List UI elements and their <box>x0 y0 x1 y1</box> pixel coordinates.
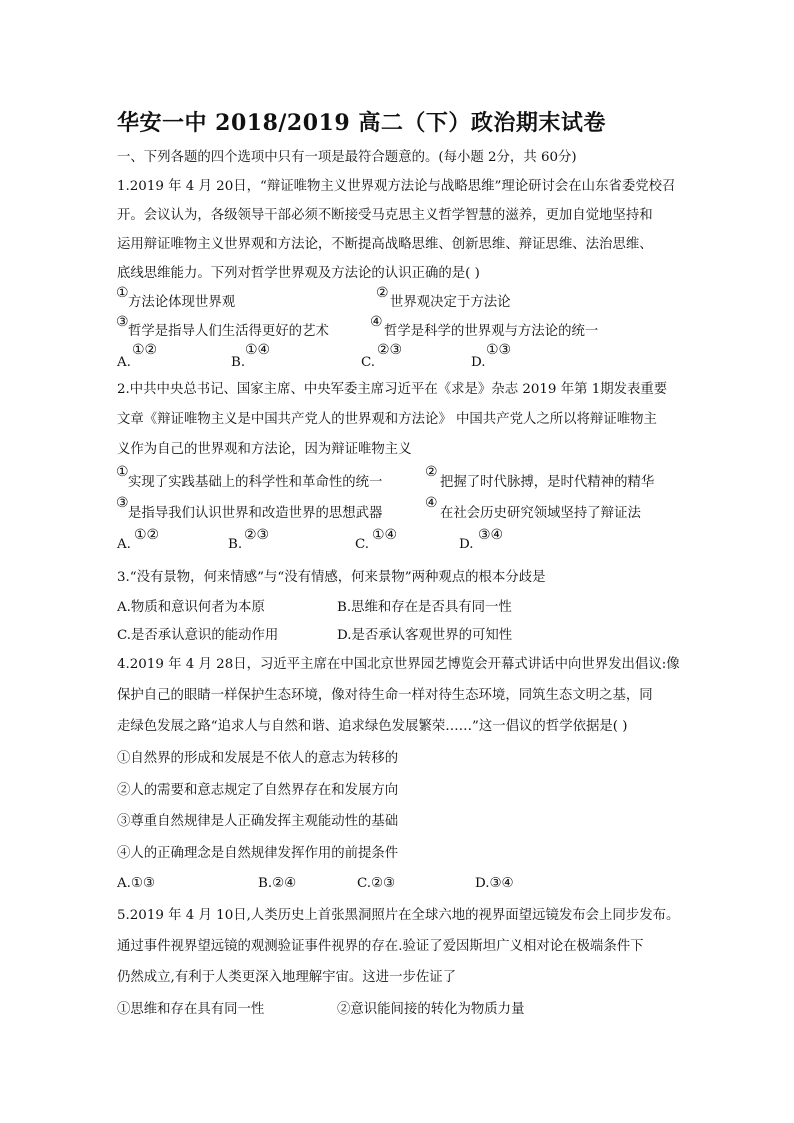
q5-option-1: ①思维和存在具有同一性 <box>117 1002 265 1017</box>
q2-option-3: 是指导我们认识世界和改造世界的思想武器 <box>128 506 383 521</box>
q2-choice-c: C. <box>355 537 370 552</box>
q1-choice-c: C. <box>361 355 376 370</box>
q1-option-2: 世界观决定于方法论 <box>390 295 511 310</box>
q2-choice-a: A. <box>117 537 131 552</box>
q2-choice-a-value: ①② <box>134 527 160 543</box>
q4-stem-line-1: 4.2019 年 4 月 28日，习近平主席在中国北京世界园艺博览会开幕式讲话中向世界发出倡议:像 <box>117 657 680 672</box>
q4-stem-line-2: 保护自己的眼睛一样保护生态环境，像对待生命一样对待生态环境，同筑生态文明之基，同 <box>117 688 653 703</box>
q1-choice-d: D. <box>471 355 486 370</box>
q5-stem-line-2: 通过事件视界望远镜的观测验证事件视界的存在.验证了爱因斯坦广义相对论在极端条件下 <box>117 939 644 954</box>
section-instruction: 一、下列各题的四个选项中只有一项是最符合题意的。(每小题 2分，共 60分) <box>117 150 577 165</box>
q2-choice-b-value: ②③ <box>244 527 270 543</box>
q2-option-2-marker: ② <box>425 464 438 480</box>
q2-choice-b: B. <box>228 537 243 552</box>
q1-choice-a: A. <box>117 355 131 370</box>
q5-option-2: ②意识能间接的转化为物质力量 <box>337 1002 525 1017</box>
q3-stem: 3.“没有景物，何来情感”与“没有情感，何来景物”两种观点的根本分歧是 <box>117 570 546 585</box>
q1-stem-line-2: 开。会议认为，各级领导干部必须不断接受马克思主义哲学智慧的滋养，更加自觉地坚持和 <box>117 208 653 223</box>
q2-option-4-marker: ④ <box>425 495 438 511</box>
q4-option-1: ①自然界的形成和发展是不依人的意志为转移的 <box>117 751 399 766</box>
q1-choice-a-value: ①② <box>132 342 158 358</box>
q1-option-2-marker: ② <box>376 285 389 301</box>
q4-choice-d: D.③④ <box>475 876 514 891</box>
q4-option-2: ②人的需要和意志规定了自然界存在和发展方向 <box>117 783 399 798</box>
q2-option-2: 把握了时代脉搏，是时代精神的精华 <box>440 475 655 490</box>
q4-choice-b: B.②④ <box>258 876 297 891</box>
q1-choice-d-value: ①③ <box>486 342 512 358</box>
q5-stem-line-3: 仍然成立,有利于人类更深入地理解宇宙。这进一步佐证了 <box>117 970 457 985</box>
q2-stem-line-2: 文章《辩证唯物主义是中国共产党人的世界观和方法论》 中国共产党人之所以将辩证唯物主 <box>117 412 657 427</box>
q4-option-4: ④人的正确理念是自然规律发挥作用的前提条件 <box>117 846 399 861</box>
q4-choice-c: C.②③ <box>357 876 396 891</box>
q1-option-4-marker: ④ <box>370 314 383 330</box>
exam-title: 华安一中 2018/2019 高二（下）政治期末试卷 <box>117 110 606 136</box>
q3-option-c: C.是否承认意识的能动作用 <box>117 628 279 643</box>
q1-choice-b: B. <box>231 355 246 370</box>
q1-option-4: 哲学是科学的世界观与方法论的统一 <box>384 324 599 339</box>
q2-stem-line-1: 2.中共中央总书记、国家主席、中央军委主席习近平在《求是》杂志 2019 年第 1期发表重要 <box>117 382 668 397</box>
q2-option-4: 在社会历史研究领域坚持了辩证法 <box>440 506 641 521</box>
q2-choice-d-value: ③④ <box>478 527 504 543</box>
q1-stem-line-1: 1.2019 年 4 月 20日，“辩证唯物主义世界观方法论与战略思维”理论研讨会在山东省委党校召 <box>117 179 676 194</box>
q2-option-1: 实现了实践基础上的科学性和革命性的统一 <box>128 475 383 490</box>
q2-stem-line-3: 义作为自己的世界观和方法论，因为辩证唯物主义 <box>117 442 412 457</box>
q1-choice-c-value: ②③ <box>377 342 403 358</box>
q4-choice-a: A.①③ <box>117 876 155 891</box>
q1-stem-line-3: 运用辩证唯物主义世界观和方法论，不断提高战略思维、创新思维、辩证思维、法治思维、 <box>117 237 653 252</box>
q4-option-3: ③尊重自然规律是人正确发挥主观能动性的基础 <box>117 814 399 829</box>
q2-choice-c-value: ①④ <box>372 527 398 543</box>
q1-option-1: 方法论体现世界观 <box>128 295 236 310</box>
q3-option-d: D.是否承认客观世界的可知性 <box>337 628 513 643</box>
q1-option-3-marker: ③ <box>116 314 129 330</box>
q3-option-a: A.物质和意识何者为本原 <box>117 600 265 615</box>
q2-option-3-marker: ③ <box>116 495 129 511</box>
q5-stem-line-1: 5.2019 年 4 月 10日,人类历史上首张黑洞照片在全球六地的视界面望远镜发布会上同步发布。 <box>117 908 680 923</box>
q2-option-1-marker: ① <box>116 464 129 480</box>
q1-stem-line-4: 底线思维能力。下列对哲学世界观及方法论的认识正确的是( ) <box>117 266 480 281</box>
q1-choice-b-value: ①④ <box>245 342 271 358</box>
q1-option-3: 哲学是指导人们生活得更好的艺术 <box>128 324 329 339</box>
q2-choice-d: D. <box>459 537 474 552</box>
q3-option-b: B.思维和存在是否具有同一性 <box>337 600 512 615</box>
q4-stem-line-3: 走绿色发展之路“追求人与自然和谐、追求绿色发展繁荣……”这一倡议的哲学依据是( ) <box>117 719 628 734</box>
q1-option-1-marker: ① <box>116 285 129 301</box>
